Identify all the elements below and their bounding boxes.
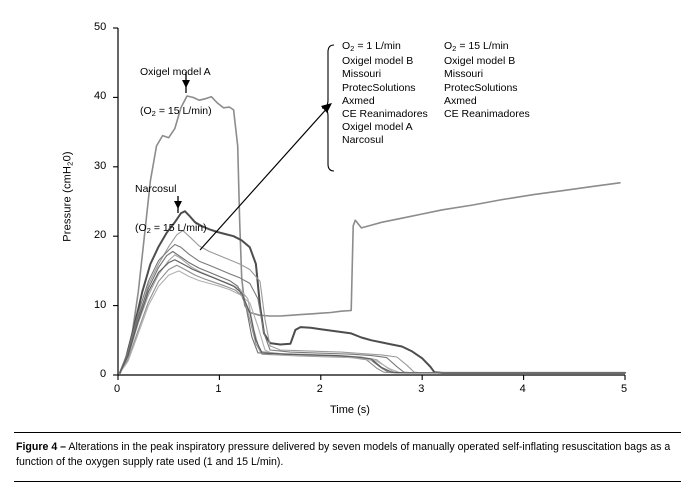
legend-item: Narcosul — [342, 134, 384, 147]
legend-item: Missouri — [444, 68, 484, 81]
legend-group-15lmin-header: $O_2 = 15$ L/min — [444, 40, 509, 53]
y-axis-label — [62, 117, 75, 277]
x-tick-label: 5 — [621, 383, 628, 395]
oxigel-a-annotation-line1: Oxigel model A — [140, 66, 211, 78]
legend-item: Missouri — [342, 68, 382, 81]
y-tick-label: 10 — [94, 298, 107, 311]
data-series-line — [120, 265, 625, 373]
narcosul-annotation-line2: ($O_2 = 15$ L/min) — [135, 222, 207, 235]
caption-bottom-rule — [14, 481, 681, 482]
y-tick-label: 20 — [94, 229, 107, 242]
legend-item: CE Reanimadores — [342, 108, 428, 121]
x-tick-label: 1 — [215, 383, 222, 395]
y-tick-label: 50 — [94, 21, 107, 33]
legend-item: Oxigel model B — [342, 55, 414, 68]
oxigel-a-annotation — [140, 40, 212, 146]
legend-group-1lmin-header: $O_2 = 1$ L/min — [342, 40, 401, 53]
x-tick-label: 4 — [519, 383, 526, 395]
legend-item: CE Reanimadores — [444, 108, 530, 121]
legend-item: Oxigel model A — [342, 121, 413, 134]
narcosul-annotation — [135, 157, 207, 263]
figure-number: Figure 4 – — [16, 441, 67, 453]
legend-item: Axmed — [444, 94, 477, 107]
legend-group-1lmin — [342, 40, 428, 148]
legend-item: ProtecSolutions — [342, 81, 416, 94]
y-tick-label: 40 — [94, 90, 107, 103]
y-axis-label-text: Pressure (cmH$_2$0) — [61, 151, 75, 242]
figure-caption-text: Alterations in the peak inspiratory pressure delivered by seven models of manually operated self-inflating resuscitation bags as a function of the oxygen supply rate used (1 and 15 L/min). — [16, 441, 671, 468]
legend-item: ProtecSolutions — [444, 81, 518, 94]
data-series-line — [120, 271, 625, 373]
caption-top-rule — [14, 432, 681, 433]
figure-caption — [16, 440, 679, 469]
oxigel-a-annotation-line2: ($O_2 = 15$ L/min) — [140, 105, 212, 118]
data-series-line — [120, 245, 625, 373]
x-axis-label: Time (s) — [330, 404, 370, 416]
x-tick-label: 0 — [114, 383, 121, 395]
legend-item: Oxigel model B — [444, 55, 516, 68]
y-tick-label: 30 — [94, 159, 107, 172]
legend-item: Axmed — [342, 94, 375, 107]
legend-group-15lmin — [444, 40, 530, 121]
x-tick-label: 2 — [316, 383, 323, 395]
narcosul-annotation-line1: Narcosul — [135, 183, 177, 195]
y-tick-label: 0 — [100, 368, 107, 380]
x-tick-label: 3 — [418, 383, 425, 395]
